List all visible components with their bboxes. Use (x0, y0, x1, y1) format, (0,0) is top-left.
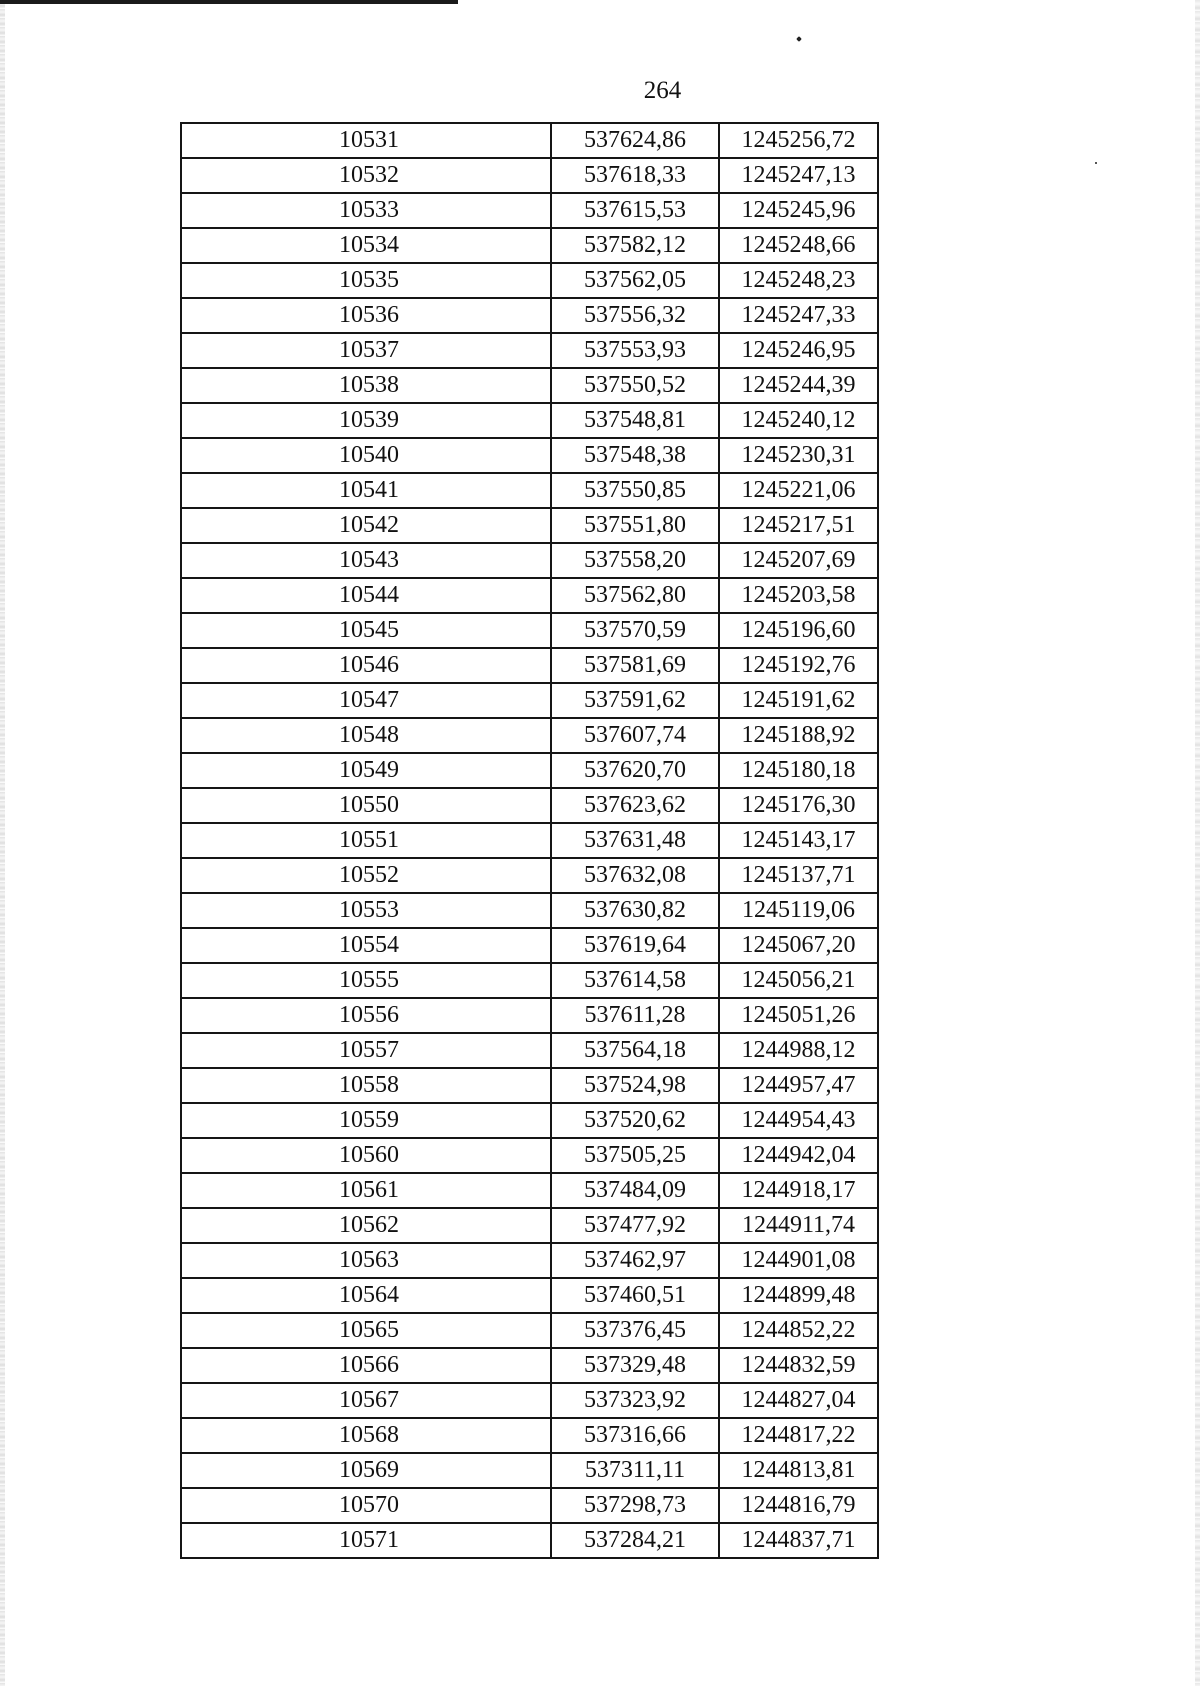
x-coordinate-cell: 537631,48 (551, 823, 719, 858)
point-number-cell: 10570 (181, 1488, 551, 1523)
x-coordinate-cell: 537611,28 (551, 998, 719, 1033)
coordinates-table-container (180, 122, 867, 1559)
x-coordinate-cell: 537524,98 (551, 1068, 719, 1103)
y-coordinate-cell: 1244837,71 (719, 1523, 878, 1558)
x-coordinate-cell: 537562,80 (551, 578, 719, 613)
table-row (181, 788, 878, 823)
x-coordinate-cell: 537630,82 (551, 893, 719, 928)
y-coordinate-cell: 1245230,31 (719, 438, 878, 473)
y-coordinate-cell: 1244817,22 (719, 1418, 878, 1453)
x-coordinate-cell: 537460,51 (551, 1278, 719, 1313)
point-number-cell: 10557 (181, 1033, 551, 1068)
y-coordinate-cell: 1244942,04 (719, 1138, 878, 1173)
x-coordinate-cell: 537619,64 (551, 928, 719, 963)
x-coordinate-cell: 537462,97 (551, 1243, 719, 1278)
point-number-cell: 10531 (181, 123, 551, 158)
point-number-cell: 10571 (181, 1523, 551, 1558)
point-number-cell: 10542 (181, 508, 551, 543)
x-coordinate-cell: 537505,25 (551, 1138, 719, 1173)
point-number-cell: 10551 (181, 823, 551, 858)
x-coordinate-cell: 537607,74 (551, 718, 719, 753)
table-row (181, 298, 878, 333)
x-coordinate-cell: 537624,86 (551, 123, 719, 158)
point-number-cell: 10536 (181, 298, 551, 333)
table-row (181, 368, 878, 403)
point-number-cell: 10552 (181, 858, 551, 893)
point-number-cell: 10566 (181, 1348, 551, 1383)
point-number-cell: 10569 (181, 1453, 551, 1488)
y-coordinate-cell: 1245191,62 (719, 683, 878, 718)
table-row (181, 928, 878, 963)
y-coordinate-cell: 1245207,69 (719, 543, 878, 578)
point-number-cell: 10563 (181, 1243, 551, 1278)
table-row (181, 1243, 878, 1278)
x-coordinate-cell: 537558,20 (551, 543, 719, 578)
y-coordinate-cell: 1245051,26 (719, 998, 878, 1033)
point-number-cell: 10562 (181, 1208, 551, 1243)
y-coordinate-cell: 1244901,08 (719, 1243, 878, 1278)
table-row (181, 1383, 878, 1418)
point-number-cell: 10567 (181, 1383, 551, 1418)
table-row (181, 963, 878, 998)
y-coordinate-cell: 1245180,18 (719, 753, 878, 788)
y-coordinate-cell: 1245203,58 (719, 578, 878, 613)
y-coordinate-cell: 1245143,17 (719, 823, 878, 858)
x-coordinate-cell: 537376,45 (551, 1313, 719, 1348)
table-row (181, 403, 878, 438)
point-number-cell: 10547 (181, 683, 551, 718)
table-row (181, 718, 878, 753)
point-number-cell: 10543 (181, 543, 551, 578)
point-number-cell: 10537 (181, 333, 551, 368)
point-number-cell: 10560 (181, 1138, 551, 1173)
point-number-cell: 10556 (181, 998, 551, 1033)
point-number-cell: 10539 (181, 403, 551, 438)
x-coordinate-cell: 537591,62 (551, 683, 719, 718)
x-coordinate-cell: 537614,58 (551, 963, 719, 998)
table-row (181, 1453, 878, 1488)
table-row (181, 1173, 878, 1208)
table-row (181, 473, 878, 508)
y-coordinate-cell: 1244816,79 (719, 1488, 878, 1523)
point-number-cell: 10554 (181, 928, 551, 963)
y-coordinate-cell: 1245244,39 (719, 368, 878, 403)
x-coordinate-cell: 537564,18 (551, 1033, 719, 1068)
y-coordinate-cell: 1245188,92 (719, 718, 878, 753)
table-row (181, 683, 878, 718)
table-row (181, 438, 878, 473)
y-coordinate-cell: 1244918,17 (719, 1173, 878, 1208)
y-coordinate-cell: 1245246,95 (719, 333, 878, 368)
point-number-cell: 10564 (181, 1278, 551, 1313)
table-row (181, 1138, 878, 1173)
point-number-cell: 10550 (181, 788, 551, 823)
x-coordinate-cell: 537484,09 (551, 1173, 719, 1208)
y-coordinate-cell: 1245067,20 (719, 928, 878, 963)
y-coordinate-cell: 1244827,04 (719, 1383, 878, 1418)
table-row (181, 753, 878, 788)
table-row (181, 228, 878, 263)
point-number-cell: 10549 (181, 753, 551, 788)
table-row (181, 1068, 878, 1103)
y-coordinate-cell: 1245240,12 (719, 403, 878, 438)
scan-top-bar (0, 0, 458, 4)
table-row (181, 158, 878, 193)
table-row (181, 1033, 878, 1068)
y-coordinate-cell: 1245137,71 (719, 858, 878, 893)
x-coordinate-cell: 537323,92 (551, 1383, 719, 1418)
scan-right-edge (1195, 0, 1200, 1686)
table-row (181, 998, 878, 1033)
x-coordinate-cell: 537581,69 (551, 648, 719, 683)
x-coordinate-cell: 537623,62 (551, 788, 719, 823)
y-coordinate-cell: 1245176,30 (719, 788, 878, 823)
y-coordinate-cell: 1245247,13 (719, 158, 878, 193)
coordinates-table (180, 122, 879, 1559)
x-coordinate-cell: 537316,66 (551, 1418, 719, 1453)
y-coordinate-cell: 1245192,76 (719, 648, 878, 683)
y-coordinate-cell: 1244813,81 (719, 1453, 878, 1488)
y-coordinate-cell: 1245217,51 (719, 508, 878, 543)
y-coordinate-cell: 1244988,12 (719, 1033, 878, 1068)
point-number-cell: 10532 (181, 158, 551, 193)
point-number-cell: 10548 (181, 718, 551, 753)
x-coordinate-cell: 537632,08 (551, 858, 719, 893)
y-coordinate-cell: 1244957,47 (719, 1068, 878, 1103)
y-coordinate-cell: 1245256,72 (719, 123, 878, 158)
point-number-cell: 10555 (181, 963, 551, 998)
table-row (181, 1103, 878, 1138)
point-number-cell: 10558 (181, 1068, 551, 1103)
table-row (181, 1418, 878, 1453)
table-row (181, 648, 878, 683)
x-coordinate-cell: 537562,05 (551, 263, 719, 298)
point-number-cell: 10545 (181, 613, 551, 648)
table-row (181, 613, 878, 648)
table-row (181, 858, 878, 893)
table-row (181, 1488, 878, 1523)
point-number-cell: 10546 (181, 648, 551, 683)
x-coordinate-cell: 537284,21 (551, 1523, 719, 1558)
y-coordinate-cell: 1245248,66 (719, 228, 878, 263)
point-number-cell: 10544 (181, 578, 551, 613)
table-row (181, 893, 878, 928)
scan-speck-dot (1095, 162, 1097, 164)
y-coordinate-cell: 1244852,22 (719, 1313, 878, 1348)
y-coordinate-cell: 1244832,59 (719, 1348, 878, 1383)
table-row (181, 193, 878, 228)
x-coordinate-cell: 537477,92 (551, 1208, 719, 1243)
point-number-cell: 10540 (181, 438, 551, 473)
point-number-cell: 10535 (181, 263, 551, 298)
x-coordinate-cell: 537618,33 (551, 158, 719, 193)
page-number: 264 (643, 77, 682, 104)
table-row (181, 123, 878, 158)
table-row (181, 333, 878, 368)
x-coordinate-cell: 537582,12 (551, 228, 719, 263)
x-coordinate-cell: 537329,48 (551, 1348, 719, 1383)
x-coordinate-cell: 537620,70 (551, 753, 719, 788)
x-coordinate-cell: 537298,73 (551, 1488, 719, 1523)
y-coordinate-cell: 1245119,06 (719, 893, 878, 928)
y-coordinate-cell: 1244899,48 (719, 1278, 878, 1313)
y-coordinate-cell: 1245221,06 (719, 473, 878, 508)
x-coordinate-cell: 537311,11 (551, 1453, 719, 1488)
point-number-cell: 10561 (181, 1173, 551, 1208)
x-coordinate-cell: 537553,93 (551, 333, 719, 368)
point-number-cell: 10559 (181, 1103, 551, 1138)
y-coordinate-cell: 1245245,96 (719, 193, 878, 228)
table-row (181, 1523, 878, 1558)
y-coordinate-cell: 1245196,60 (719, 613, 878, 648)
x-coordinate-cell: 537548,81 (551, 403, 719, 438)
table-row (181, 1313, 878, 1348)
x-coordinate-cell: 537550,52 (551, 368, 719, 403)
point-number-cell: 10538 (181, 368, 551, 403)
point-number-cell: 10541 (181, 473, 551, 508)
point-number-cell: 10533 (181, 193, 551, 228)
y-coordinate-cell: 1244911,74 (719, 1208, 878, 1243)
x-coordinate-cell: 537615,53 (551, 193, 719, 228)
table-row (181, 1208, 878, 1243)
point-number-cell: 10568 (181, 1418, 551, 1453)
x-coordinate-cell: 537520,62 (551, 1103, 719, 1138)
y-coordinate-cell: 1245247,33 (719, 298, 878, 333)
y-coordinate-cell: 1245248,23 (719, 263, 878, 298)
x-coordinate-cell: 537551,80 (551, 508, 719, 543)
x-coordinate-cell: 537556,32 (551, 298, 719, 333)
point-number-cell: 10553 (181, 893, 551, 928)
table-row (181, 543, 878, 578)
scan-left-edge (0, 0, 5, 1686)
coordinates-table-body (181, 123, 878, 1558)
table-row (181, 508, 878, 543)
point-number-cell: 10534 (181, 228, 551, 263)
x-coordinate-cell: 537570,59 (551, 613, 719, 648)
table-row (181, 823, 878, 858)
table-row (181, 1278, 878, 1313)
table-row (181, 263, 878, 298)
point-number-cell: 10565 (181, 1313, 551, 1348)
x-coordinate-cell: 537550,85 (551, 473, 719, 508)
scan-speck-mark (796, 36, 802, 42)
y-coordinate-cell: 1245056,21 (719, 963, 878, 998)
x-coordinate-cell: 537548,38 (551, 438, 719, 473)
y-coordinate-cell: 1244954,43 (719, 1103, 878, 1138)
table-row (181, 1348, 878, 1383)
table-row (181, 578, 878, 613)
